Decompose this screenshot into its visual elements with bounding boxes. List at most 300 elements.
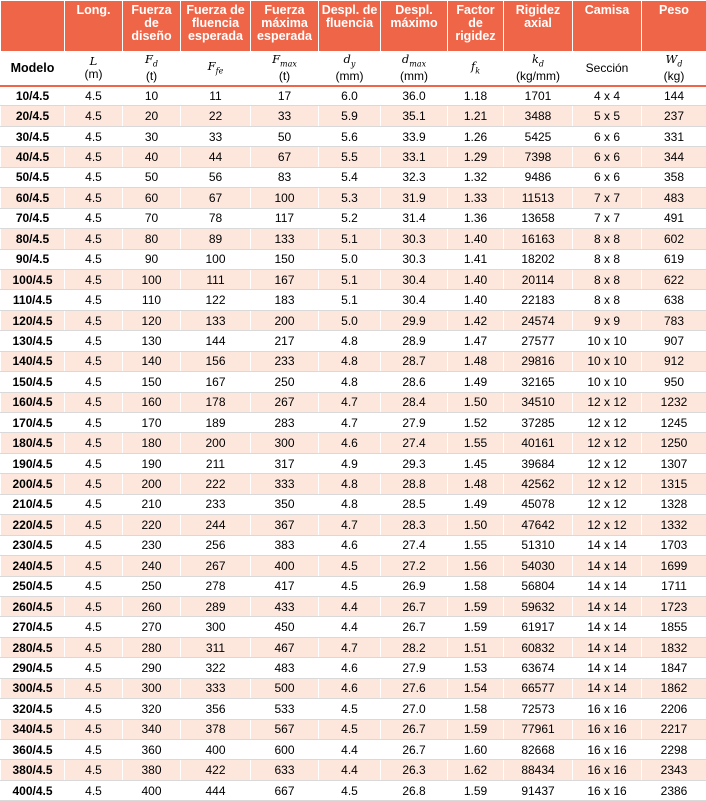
table-cell: 4.5	[65, 556, 123, 576]
table-cell: 1.55	[448, 535, 504, 555]
model-cell: 360/4.5	[1, 740, 65, 760]
table-cell: 20114	[504, 269, 573, 289]
table-cell: 907	[642, 331, 706, 351]
model-cell: 170/4.5	[1, 413, 65, 433]
table-cell: 72573	[504, 699, 573, 719]
column-symbol: $f_k$	[471, 59, 480, 73]
table-cell: 4.5	[65, 392, 123, 412]
column-header: Camisa	[573, 1, 642, 52]
table-row	[1, 249, 706, 269]
column-unit: Sección	[586, 61, 629, 75]
table-cell: 350	[251, 494, 319, 514]
table-cell: 1.55	[448, 433, 504, 453]
table-cell: 8 x 8	[573, 249, 642, 269]
table-cell: 1.48	[448, 474, 504, 494]
table-cell: 29.3	[381, 453, 448, 473]
table-cell: 250	[251, 372, 319, 392]
table-cell: 4.5	[65, 269, 123, 289]
table-cell: 333	[251, 474, 319, 494]
table-cell: 1332	[642, 515, 706, 535]
table-cell: 483	[642, 188, 706, 208]
table-cell: 150	[123, 372, 181, 392]
column-symbol-unit	[504, 52, 573, 86]
table-row	[1, 780, 706, 800]
table-cell: 14 x 14	[573, 596, 642, 616]
table-row	[1, 351, 706, 371]
table-cell: 6 x 6	[573, 126, 642, 146]
table-cell: 26.9	[381, 576, 448, 596]
table-cell: 30.3	[381, 249, 448, 269]
table-cell: 63674	[504, 658, 573, 678]
table-cell: 12 x 12	[573, 392, 642, 412]
table-cell: 4.8	[319, 474, 381, 494]
table-cell: 28.2	[381, 637, 448, 657]
table-row	[1, 699, 706, 719]
table-cell: 4.5	[65, 453, 123, 473]
table-cell: 1.21	[448, 106, 504, 126]
table-cell: 5425	[504, 126, 573, 146]
table-cell: 270	[123, 617, 181, 637]
table-cell: 26.7	[381, 740, 448, 760]
table-cell: 1.59	[448, 617, 504, 637]
table-cell: 28.6	[381, 372, 448, 392]
table-cell: 912	[642, 351, 706, 371]
table-cell: 61917	[504, 617, 573, 637]
table-cell: 4.5	[65, 413, 123, 433]
model-cell: 40/4.5	[1, 147, 65, 167]
table-cell: 4.5	[65, 188, 123, 208]
column-symbol: $d_y$	[344, 52, 356, 66]
table-cell: 4.5	[65, 494, 123, 514]
table-cell: 4.5	[65, 86, 123, 106]
table-cell: 602	[642, 229, 706, 249]
table-cell: 28.4	[381, 392, 448, 412]
table-cell: 28.7	[381, 351, 448, 371]
table-cell: 16 x 16	[573, 780, 642, 800]
model-cell: 270/4.5	[1, 617, 65, 637]
table-row	[1, 474, 706, 494]
table-cell: 14 x 14	[573, 678, 642, 698]
table-cell: 1832	[642, 637, 706, 657]
table-cell: 27577	[504, 331, 573, 351]
table-body	[1, 86, 706, 801]
table-cell: 67	[251, 147, 319, 167]
header-title-row	[1, 1, 706, 52]
table-cell: 120	[123, 310, 181, 330]
table-cell: 26.7	[381, 617, 448, 637]
table-cell: 4.5	[65, 167, 123, 187]
table-cell: 600	[251, 740, 319, 760]
table-row	[1, 372, 706, 392]
table-cell: 56	[181, 167, 251, 187]
table-cell: 47642	[504, 515, 573, 535]
table-cell: 100	[251, 188, 319, 208]
table-row	[1, 617, 706, 637]
table-cell: 11513	[504, 188, 573, 208]
table-cell: 1.41	[448, 249, 504, 269]
table-cell: 12 x 12	[573, 515, 642, 535]
table-row	[1, 658, 706, 678]
table-row	[1, 413, 706, 433]
table-cell: 667	[251, 780, 319, 800]
model-cell: 260/4.5	[1, 596, 65, 616]
model-cell: 230/4.5	[1, 535, 65, 555]
table-cell: 1.40	[448, 290, 504, 310]
table-cell: 150	[251, 249, 319, 269]
table-cell: 91437	[504, 780, 573, 800]
table-cell: 180	[123, 433, 181, 453]
model-cell: 180/4.5	[1, 433, 65, 453]
table-cell: 1328	[642, 494, 706, 514]
table-row	[1, 453, 706, 473]
table-cell: 4.5	[65, 760, 123, 780]
column-symbol-unit	[381, 52, 448, 86]
table-cell: 60832	[504, 637, 573, 657]
table-cell: 1315	[642, 474, 706, 494]
table-cell: 14 x 14	[573, 617, 642, 637]
table-cell: 4.5	[319, 699, 381, 719]
table-cell: 356	[181, 699, 251, 719]
table-cell: 9486	[504, 167, 573, 187]
table-cell: 340	[123, 719, 181, 739]
table-cell: 160	[123, 392, 181, 412]
table-cell: 4.5	[65, 372, 123, 392]
table-row	[1, 106, 706, 126]
table-cell: 1.52	[448, 413, 504, 433]
column-header: Despl. de fluencia	[319, 1, 381, 52]
table-cell: 156	[181, 351, 251, 371]
table-cell: 6 x 6	[573, 147, 642, 167]
table-cell: 189	[181, 413, 251, 433]
table-cell: 13658	[504, 208, 573, 228]
table-header	[1, 1, 706, 86]
table-cell: 170	[123, 413, 181, 433]
table-cell: 4.5	[65, 331, 123, 351]
table-cell: 260	[123, 596, 181, 616]
table-cell: 14 x 14	[573, 535, 642, 555]
table-cell: 383	[251, 535, 319, 555]
table-cell: 1.58	[448, 699, 504, 719]
table-cell: 280	[123, 637, 181, 657]
table-cell: 217	[251, 331, 319, 351]
table-cell: 4.5	[65, 596, 123, 616]
table-cell: 27.6	[381, 678, 448, 698]
table-cell: 400	[181, 740, 251, 760]
table-row	[1, 556, 706, 576]
column-symbol-unit	[642, 52, 706, 86]
table-cell: 17	[251, 86, 319, 106]
table-cell: 4.5	[65, 249, 123, 269]
table-cell: 320	[123, 699, 181, 719]
table-cell: 28.3	[381, 515, 448, 535]
column-symbol: $k_d$	[532, 52, 544, 66]
table-cell: 4.4	[319, 596, 381, 616]
table-cell: 30.4	[381, 269, 448, 289]
table-cell: 8 x 8	[573, 229, 642, 249]
table-cell: 4.5	[65, 780, 123, 800]
table-cell: 9 x 9	[573, 310, 642, 330]
model-cell: 210/4.5	[1, 494, 65, 514]
table-row	[1, 86, 706, 106]
model-cell: 280/4.5	[1, 637, 65, 657]
table-cell: 4.5	[65, 740, 123, 760]
column-header: Fuerza máxima esperada	[251, 1, 319, 52]
column-symbol: $d_{max}$	[402, 52, 426, 66]
table-cell: 10 x 10	[573, 331, 642, 351]
table-cell: 12 x 12	[573, 413, 642, 433]
table-cell: 24574	[504, 310, 573, 330]
table-cell: 4.4	[319, 617, 381, 637]
table-cell: 11	[181, 86, 251, 106]
table-cell: 133	[251, 229, 319, 249]
table-cell: 230	[123, 535, 181, 555]
column-header: Peso	[642, 1, 706, 52]
table-cell: 4.7	[319, 392, 381, 412]
table-cell: 12 x 12	[573, 433, 642, 453]
table-cell: 39684	[504, 453, 573, 473]
table-cell: 380	[123, 760, 181, 780]
table-cell: 1703	[642, 535, 706, 555]
table-cell: 32165	[504, 372, 573, 392]
table-cell: 1.59	[448, 596, 504, 616]
table-cell: 283	[251, 413, 319, 433]
table-cell: 4 x 4	[573, 86, 642, 106]
table-row	[1, 126, 706, 146]
table-cell: 26.3	[381, 760, 448, 780]
table-cell: 12 x 12	[573, 494, 642, 514]
table-cell: 4.5	[65, 515, 123, 535]
table-cell: 4.8	[319, 331, 381, 351]
table-cell: 27.0	[381, 699, 448, 719]
column-unit: (kg)	[664, 69, 685, 83]
column-symbol: $F_{max}$	[272, 52, 297, 66]
model-cell: 110/4.5	[1, 290, 65, 310]
table-cell: 4.8	[319, 351, 381, 371]
table-cell: 950	[642, 372, 706, 392]
table-cell: 30	[123, 126, 181, 146]
table-cell: 133	[181, 310, 251, 330]
table-cell: 1.45	[448, 453, 504, 473]
table-cell: 267	[181, 556, 251, 576]
table-cell: 422	[181, 760, 251, 780]
table-cell: 4.5	[65, 229, 123, 249]
table-cell: 1.32	[448, 167, 504, 187]
column-symbol-unit	[123, 52, 181, 86]
table-cell: 1307	[642, 453, 706, 473]
table-cell: 32.3	[381, 167, 448, 187]
table-cell: 16 x 16	[573, 760, 642, 780]
table-cell: 210	[123, 494, 181, 514]
table-cell: 16 x 16	[573, 719, 642, 739]
table-cell: 1.54	[448, 678, 504, 698]
table-cell: 3488	[504, 106, 573, 126]
table-cell: 16163	[504, 229, 573, 249]
table-cell: 14 x 14	[573, 576, 642, 596]
table-cell: 200	[251, 310, 319, 330]
table-row	[1, 535, 706, 555]
table-cell: 111	[181, 269, 251, 289]
table-cell: 638	[642, 290, 706, 310]
table-cell: 100	[181, 249, 251, 269]
table-cell: 4.5	[65, 719, 123, 739]
table-cell: 2386	[642, 780, 706, 800]
table-cell: 300	[251, 433, 319, 453]
table-cell: 5.0	[319, 310, 381, 330]
table-cell: 28.9	[381, 331, 448, 351]
table-cell: 633	[251, 760, 319, 780]
column-header: Fuerza de fluencia esperada	[181, 1, 251, 52]
model-cell: 20/4.5	[1, 106, 65, 126]
table-cell: 190	[123, 453, 181, 473]
table-cell: 10	[123, 86, 181, 106]
table-cell: 1.40	[448, 269, 504, 289]
table-cell: 1.48	[448, 351, 504, 371]
column-symbol-unit	[573, 52, 642, 86]
table-cell: 1711	[642, 576, 706, 596]
table-cell: 5.4	[319, 167, 381, 187]
model-cell: 80/4.5	[1, 229, 65, 249]
table-cell: 1.51	[448, 637, 504, 657]
model-cell: 200/4.5	[1, 474, 65, 494]
table-cell: 33	[251, 106, 319, 126]
model-cell: 90/4.5	[1, 249, 65, 269]
table-cell: 77961	[504, 719, 573, 739]
table-cell: 4.7	[319, 413, 381, 433]
table-cell: 4.8	[319, 372, 381, 392]
table-cell: 144	[642, 86, 706, 106]
table-cell: 400	[123, 780, 181, 800]
table-cell: 4.6	[319, 658, 381, 678]
table-cell: 1.50	[448, 392, 504, 412]
table-cell: 8 x 8	[573, 269, 642, 289]
table-cell: 567	[251, 719, 319, 739]
table-cell: 1.26	[448, 126, 504, 146]
table-cell: 533	[251, 699, 319, 719]
table-cell: 467	[251, 637, 319, 657]
column-header: Long.	[65, 1, 123, 52]
table-cell: 4.5	[319, 576, 381, 596]
table-cell: 237	[642, 106, 706, 126]
table-cell: 140	[123, 351, 181, 371]
table-row	[1, 433, 706, 453]
table-cell: 5.0	[319, 249, 381, 269]
table-cell: 4.5	[65, 351, 123, 371]
table-cell: 244	[181, 515, 251, 535]
table-cell: 4.5	[65, 678, 123, 698]
column-header: Factor de rigidez	[448, 1, 504, 52]
table-cell: 8 x 8	[573, 290, 642, 310]
column-symbol: $F_d$	[145, 52, 158, 66]
table-cell: 344	[642, 147, 706, 167]
table-cell: 4.5	[65, 147, 123, 167]
model-cell: 120/4.5	[1, 310, 65, 330]
table-cell: 27.4	[381, 433, 448, 453]
table-cell: 4.5	[65, 658, 123, 678]
table-cell: 5.5	[319, 147, 381, 167]
table-cell: 26.7	[381, 596, 448, 616]
table-cell: 211	[181, 453, 251, 473]
table-cell: 33.1	[381, 147, 448, 167]
table-cell: 5.6	[319, 126, 381, 146]
table-cell: 358	[642, 167, 706, 187]
model-cell: 240/4.5	[1, 556, 65, 576]
table-row	[1, 167, 706, 187]
model-cell: 140/4.5	[1, 351, 65, 371]
column-unit: (t)	[146, 69, 157, 83]
table-cell: 10 x 10	[573, 372, 642, 392]
table-cell: 60	[123, 188, 181, 208]
table-cell: 27.9	[381, 658, 448, 678]
column-symbol-unit	[251, 52, 319, 86]
model-cell: 290/4.5	[1, 658, 65, 678]
table-cell: 4.6	[319, 535, 381, 555]
table-cell: 322	[181, 658, 251, 678]
table-cell: 51310	[504, 535, 573, 555]
table-cell: 89	[181, 229, 251, 249]
table-cell: 70	[123, 208, 181, 228]
table-cell: 1.29	[448, 147, 504, 167]
table-cell: 250	[123, 576, 181, 596]
column-unit: (m)	[85, 67, 103, 81]
table-cell: 1.49	[448, 494, 504, 514]
model-cell: 100/4.5	[1, 269, 65, 289]
table-cell: 1.42	[448, 310, 504, 330]
table-row	[1, 719, 706, 739]
table-cell: 4.8	[319, 494, 381, 514]
table-cell: 1862	[642, 678, 706, 698]
table-cell: 16 x 16	[573, 740, 642, 760]
table-cell: 5.1	[319, 269, 381, 289]
table-cell: 311	[181, 637, 251, 657]
model-cell: 150/4.5	[1, 372, 65, 392]
model-cell: 50/4.5	[1, 167, 65, 187]
table-cell: 14 x 14	[573, 556, 642, 576]
table-cell: 22	[181, 106, 251, 126]
column-symbol-unit	[448, 52, 504, 86]
table-cell: 59632	[504, 596, 573, 616]
table-cell: 4.5	[319, 780, 381, 800]
column-symbol: $F_{fe}$	[208, 59, 224, 73]
table-cell: 267	[251, 392, 319, 412]
model-cell: 320/4.5	[1, 699, 65, 719]
table-cell: 367	[251, 515, 319, 535]
table-cell: 4.5	[65, 617, 123, 637]
table-cell: 12 x 12	[573, 453, 642, 473]
table-row	[1, 596, 706, 616]
table-cell: 130	[123, 331, 181, 351]
table-cell: 1699	[642, 556, 706, 576]
model-column-label: Modelo	[1, 52, 65, 86]
table-cell: 1.47	[448, 331, 504, 351]
table-cell: 4.6	[319, 433, 381, 453]
column-header: Despl. máximo	[381, 1, 448, 52]
table-cell: 300	[123, 678, 181, 698]
table-cell: 1855	[642, 617, 706, 637]
table-cell: 1232	[642, 392, 706, 412]
table-row	[1, 576, 706, 596]
model-cell: 30/4.5	[1, 126, 65, 146]
table-row	[1, 678, 706, 698]
model-cell: 10/4.5	[1, 86, 65, 106]
table-row	[1, 740, 706, 760]
model-cell: 190/4.5	[1, 453, 65, 473]
table-cell: 88434	[504, 760, 573, 780]
column-header: Fuerza de diseño	[123, 1, 181, 52]
table-cell: 18202	[504, 249, 573, 269]
table-row	[1, 331, 706, 351]
column-symbol: $W_d$	[666, 52, 683, 66]
table-cell: 400	[251, 556, 319, 576]
